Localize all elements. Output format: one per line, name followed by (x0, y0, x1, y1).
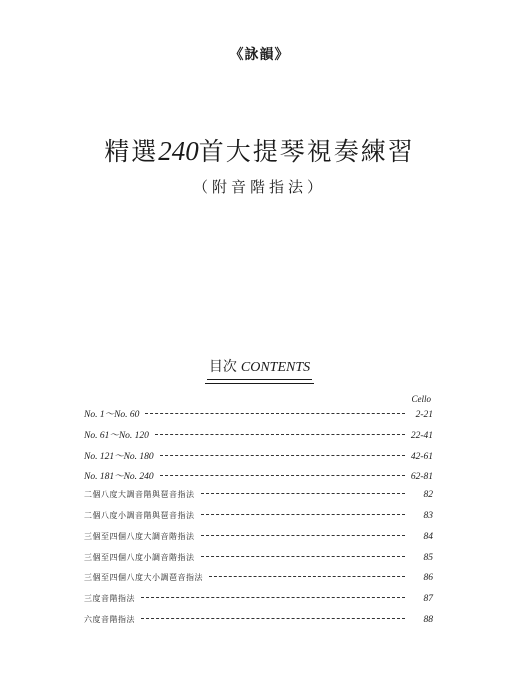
title-prefix: 精選 (104, 137, 159, 166)
toc-entry-label: 二個八度大調音階與琶音指法 (84, 490, 195, 500)
toc-entry (84, 572, 433, 593)
dot-leader (155, 434, 405, 435)
toc-entry-page: 2-21 (415, 410, 433, 420)
book-subtitle: （附音階指法） (192, 178, 326, 196)
dot-leader (141, 597, 405, 598)
dot-leader (160, 475, 405, 476)
toc-entry (84, 510, 433, 531)
toc-entry (84, 593, 433, 614)
dot-leader (141, 618, 405, 619)
toc-entry (84, 448, 433, 469)
toc-entry-label: No. 181～No. 240 (84, 472, 154, 483)
toc-entry-page: 86 (423, 573, 433, 584)
contents-heading-en: CONTENTS (239, 360, 312, 380)
toc-entry-label: 二個八度小調音階與琶音指法 (84, 510, 195, 520)
toc-entry-label: No. 1～No. 60 (84, 410, 140, 420)
toc-entry-label: 三度音階指法 (84, 594, 135, 604)
toc-entry-page: 62-81 (410, 472, 433, 483)
toc-entry (84, 468, 433, 489)
toc-entry (84, 552, 433, 573)
publisher-mark: 《詠韻》 (229, 47, 290, 63)
toc-entry-page: 84 (423, 531, 433, 542)
contents-heading (0, 356, 519, 384)
dot-leader (201, 535, 406, 536)
dot-leader (201, 556, 406, 557)
table-of-contents (84, 406, 433, 635)
book-title (0, 132, 519, 168)
toc-entry-page: 83 (423, 510, 433, 521)
toc-entry-page: 85 (423, 552, 433, 563)
toc-entry (84, 427, 433, 448)
dot-leader (145, 413, 405, 414)
toc-entry-page: 22-41 (410, 430, 433, 441)
toc-entry (84, 489, 433, 510)
toc-entry-page: 42-61 (410, 451, 433, 462)
toc-entry-page: 82 (423, 490, 433, 501)
dot-leader (160, 455, 405, 456)
dot-leader (201, 493, 406, 494)
instrument-column-label: Cello (411, 394, 431, 404)
toc-entry-label: 六度音階指法 (84, 614, 135, 624)
dot-leader (209, 576, 405, 577)
toc-entry (84, 531, 433, 552)
contents-heading-zh: 目次 (207, 356, 239, 380)
toc-entry-label: No. 61～No. 120 (84, 430, 149, 441)
toc-entry-label: 三個至四個八度小調音階指法 (84, 552, 195, 562)
toc-entry-label: 三個至四個八度大調音階指法 (84, 531, 195, 541)
toc-entry-page: 87 (423, 594, 433, 605)
toc-entry-label: No. 121～No. 180 (84, 451, 154, 462)
toc-entry-page: 88 (423, 614, 433, 625)
toc-entry (84, 614, 433, 635)
title-suffix: 首大提琴視奏練習 (198, 137, 415, 166)
dot-leader (201, 514, 406, 515)
title-number: 240 (158, 136, 199, 166)
toc-entry-label: 三個至四個八度大小調琶音指法 (84, 573, 203, 583)
toc-entry (84, 406, 433, 427)
contents-heading-text (205, 356, 314, 384)
